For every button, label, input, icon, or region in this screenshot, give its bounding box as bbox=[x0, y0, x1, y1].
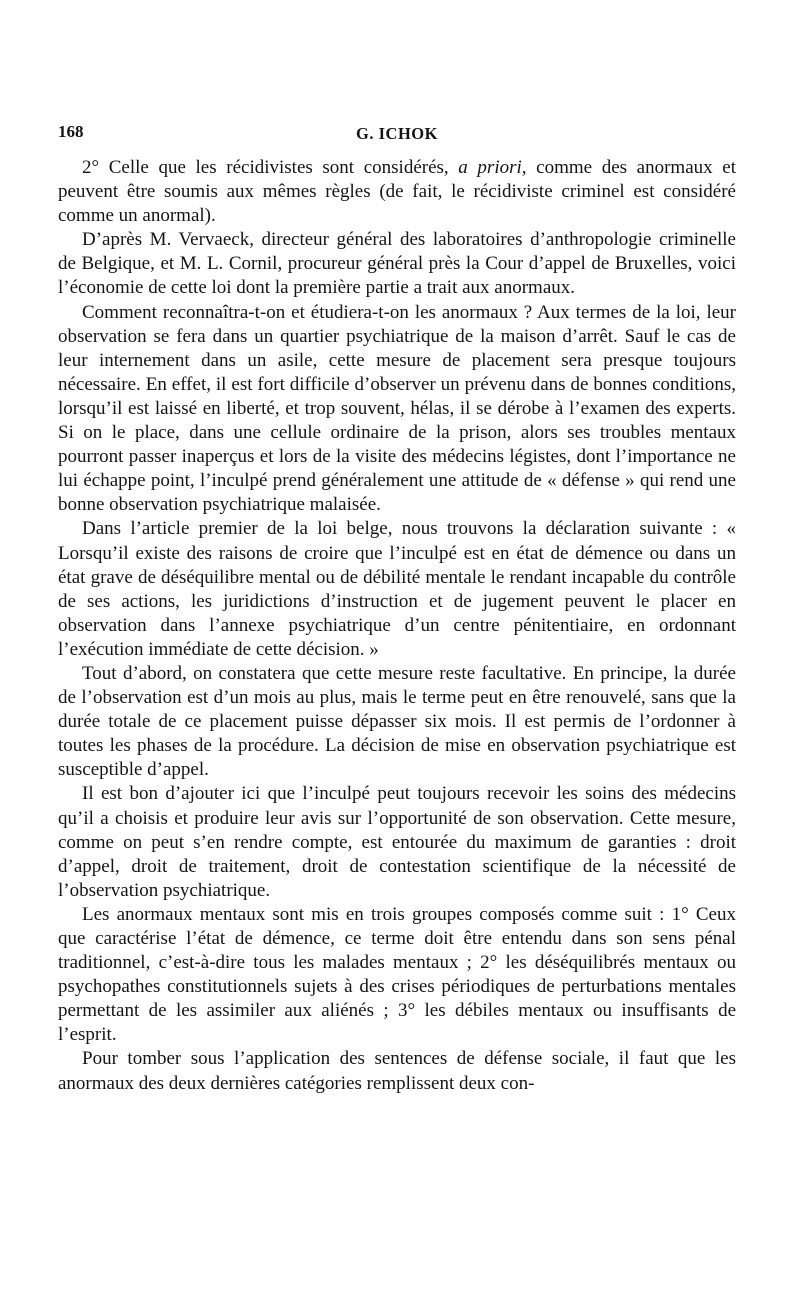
paragraph-3: Comment reconnaîtra-t-on et étudiera-t-on les anormaux ? Aux termes de la loi, leur observation se fera dans un quartier psychiatrique de la maison d’arrêt. Sauf le cas de leur internement dans un asile, cette mesure de placement sera presque toujours nécessaire. En effet, il est fort difficile d’observer un prévenu dans de bonnes conditions, lorsqu’il est laissé en liberté, et trop souvent, hélas, il se dérobe à l’examen des experts. Si on le place, dans une cellule ordinaire de la prison, alors ses troubles mentaux pourront passer inaperçus et lors de la visite des médecins légistes, dont l’importance ne lui échappe point, l’inculpé prend généralement une attitude de « défense » qui rend une bonne observation psychiatrique malaisée. bbox=[58, 301, 736, 516]
body-text bbox=[58, 156, 736, 1096]
book-page bbox=[58, 118, 736, 1096]
paragraph-1-end: , comme des anormaux et peuvent être soumis aux mêmes règles (de fait, le récidiviste criminel est considéré comme un anormal). bbox=[58, 157, 736, 227]
page-header bbox=[58, 118, 736, 154]
paragraph-2: D’après M. Vervaeck, directeur général des laboratoires d’anthropologie criminelle de Belgique, et M. L. Cornil, procureur général près la Cour d’appel de Bruxelles, voici l’économie de cette loi dont la première partie a trait aux anormaux. bbox=[58, 229, 736, 299]
paragraph-4: Dans l’article premier de la loi belge, nous trouvons la déclaration suivante : « Lorsqu’il existe des raisons de croire que l’inculpé est en état de démence ou dans un état grave de déséquilibre mental ou de débilité mentale le rendant incapable du contrôle de ses actions, les juridictions d’instruction et de jugement peuvent le placer en observation dans l’annexe psychiatrique d’un centre pénitentiaire, en ordonnant l’exécution immédiate de cette décision. » bbox=[58, 518, 736, 660]
paragraph-1-italic: a priori bbox=[458, 157, 522, 178]
paragraph-1-start: 2° Celle que les récidivistes sont considérés, bbox=[82, 157, 459, 178]
running-head: G. ICHOK bbox=[356, 124, 438, 143]
paragraph-1 bbox=[58, 156, 736, 228]
paragraph-7: Les anormaux mentaux sont mis en trois groupes composés comme suit : 1° Ceux que caractérise l’état de démence, ce terme doit être entendu dans son sens pénal traditionnel, c’est-à-dire tous les malades mentaux ; 2° les déséquilibrés mentaux ou psychopathes constitutionnels sujets à des crises périodiques de perturbations mentales permettant de les assimiler aux aliénés ; 3° les débiles mentaux ou insuffisants de l’esprit. bbox=[58, 903, 736, 1046]
paragraph-8: Pour tomber sous l’application des sentences de défense sociale, il faut que les anormaux des deux dernières catégories remplissent deux con- bbox=[58, 1048, 736, 1094]
paragraph-5: Tout d’abord, on constatera que cette mesure reste facultative. En principe, la durée de l’observation est d’un mois au plus, mais le terme peut en être renouvelé, sans que la durée totale de ce placement puisse dépasser six mois. Il est permis de l’ordonner à toutes les phases de la procédure. La décision de mise en observation psychiatrique est susceptible d’appel. bbox=[58, 662, 736, 781]
paragraph-6: Il est bon d’ajouter ici que l’inculpé peut toujours recevoir les soins des médecins qu’il a choisis et produire leur avis sur l’opportunité de son observation. Cette mesure, comme on peut s’en rendre compte, est entourée du maximum de garanties : droit d’appel, droit de traitement, droit de contestation scientifique de la nécessité de l’observation psychiatrique. bbox=[58, 783, 736, 901]
page-number: 168 bbox=[58, 122, 84, 141]
